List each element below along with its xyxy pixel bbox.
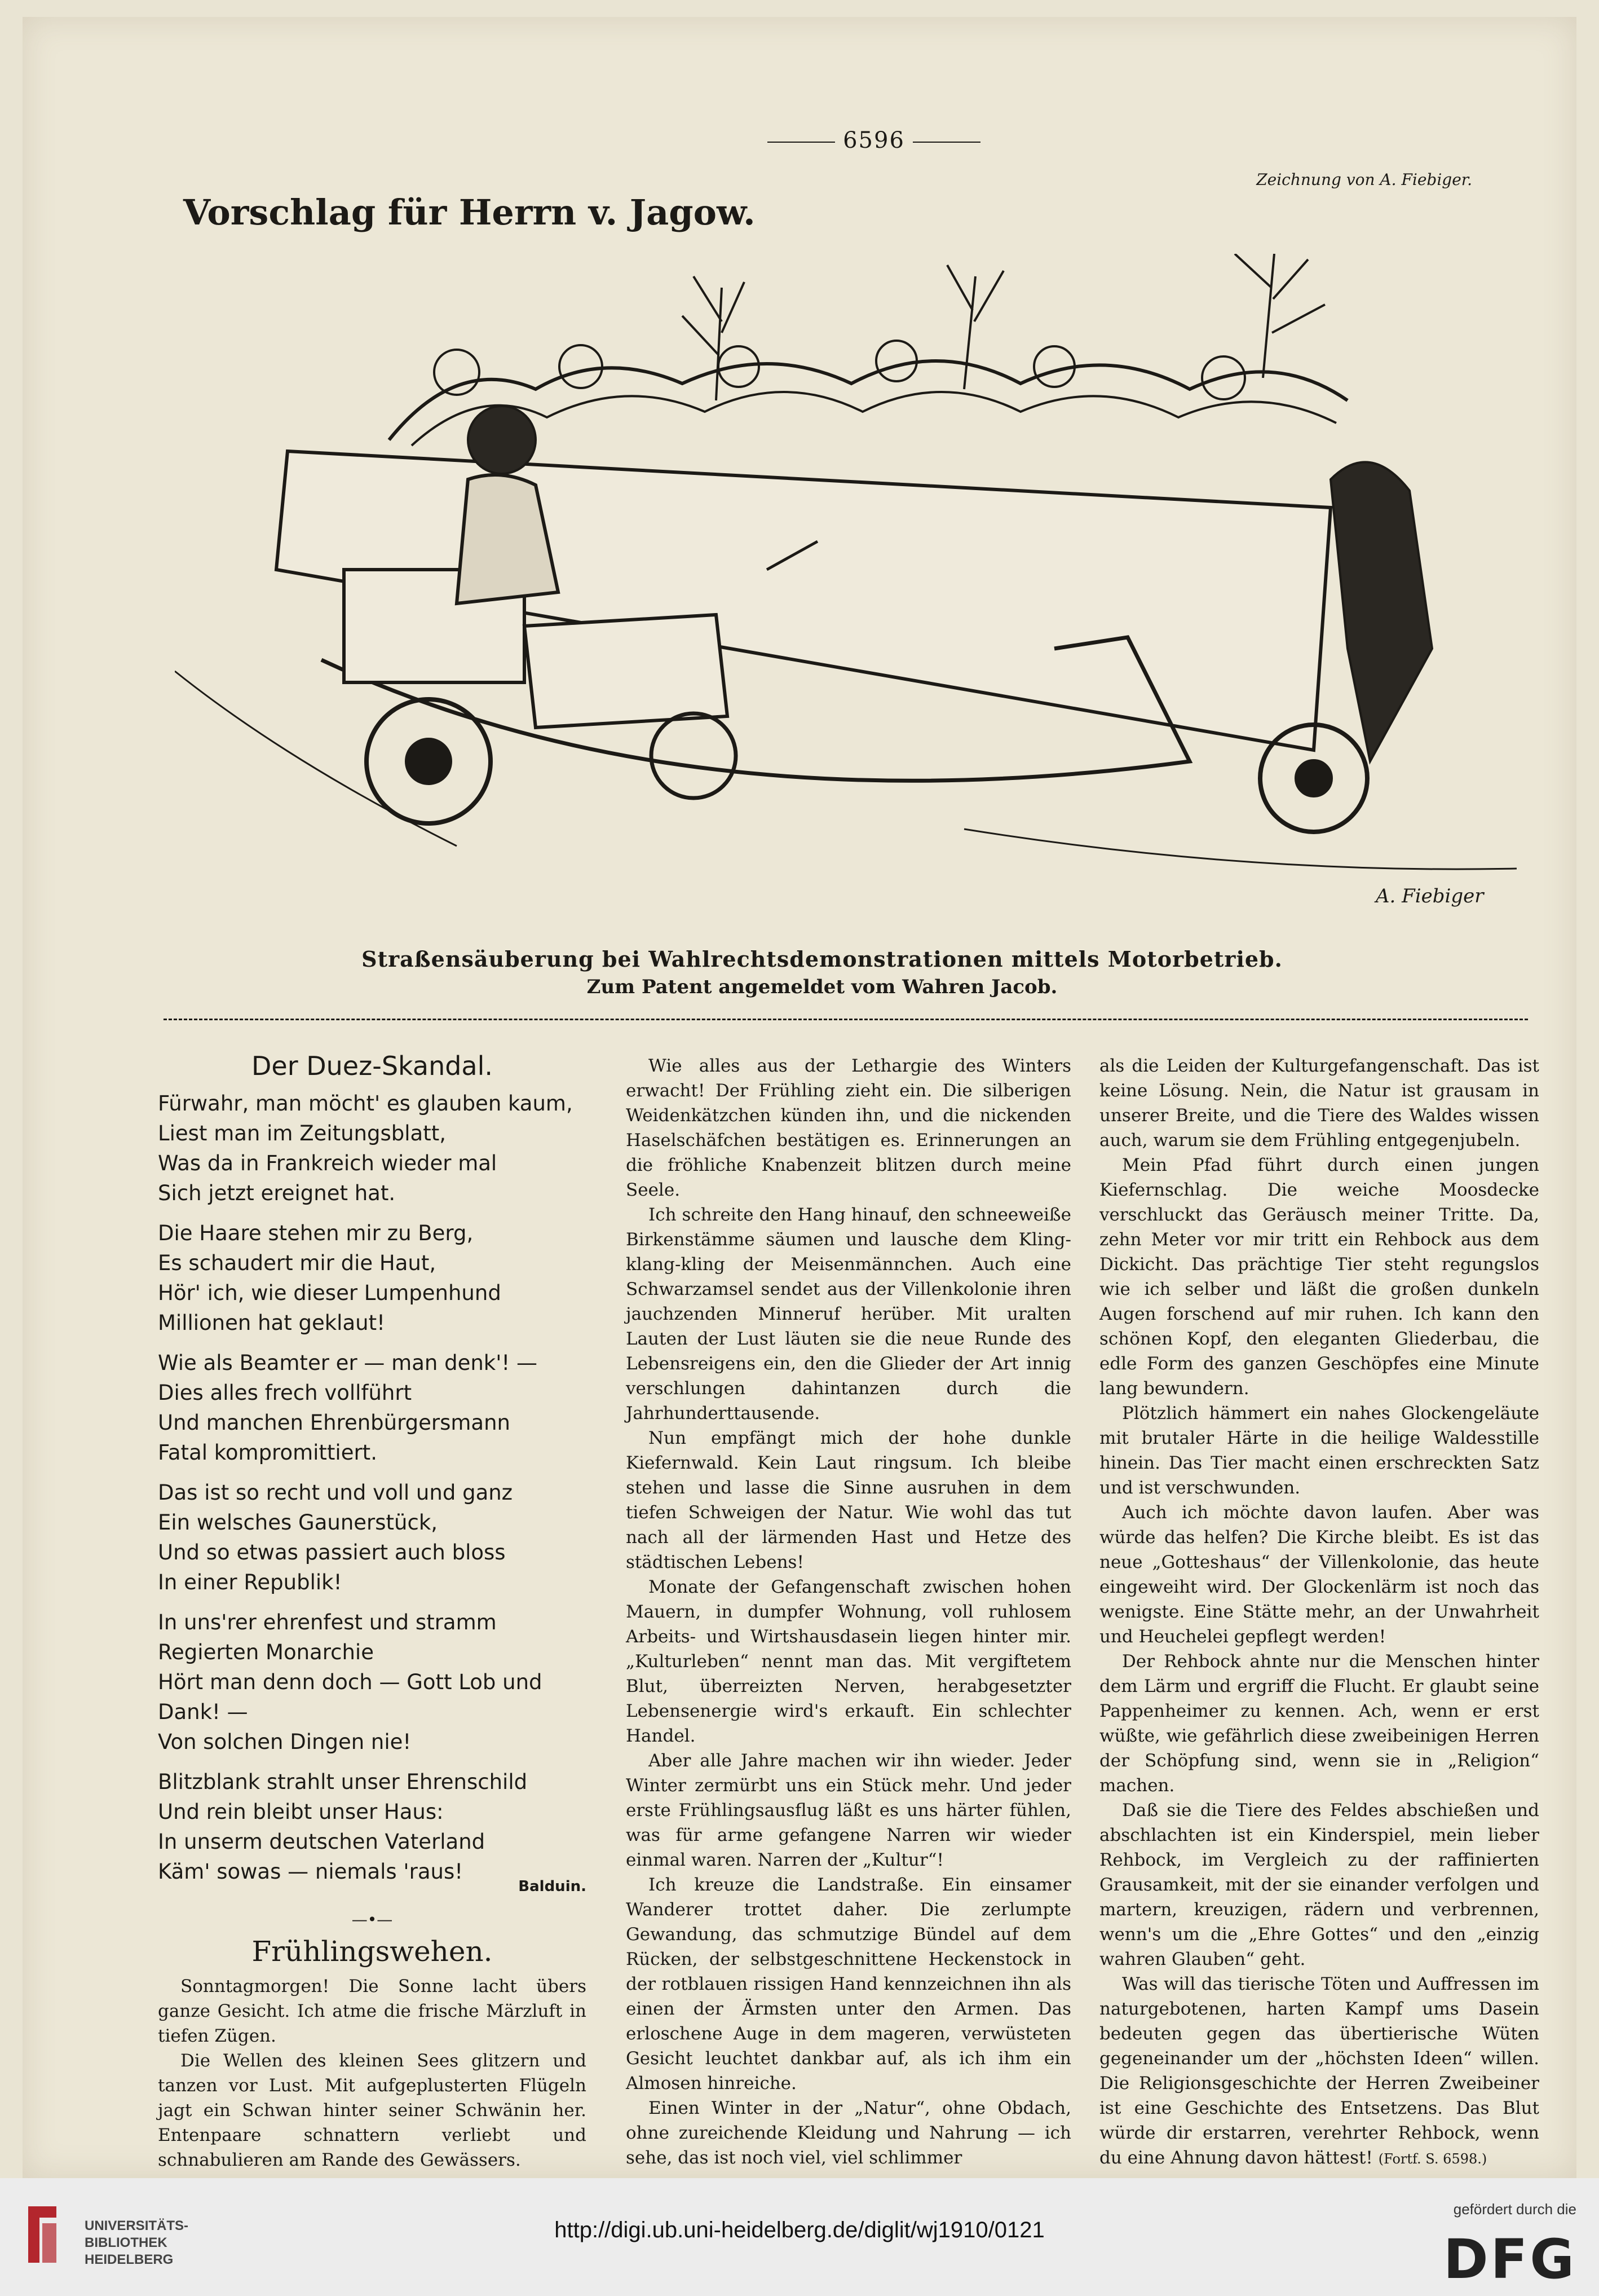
article-paragraph: Was will das tierische Töten und Auffressen im naturgebotenen, harten Kampf ums Dasein bedeuten gegen das übertierische Wüten gegeneinander um der „höchsten Ideen“ willen. Die Religionsgeschichte der Herren Zweibeiner ist eine Geschichte des Entsetzens. Das Blut würde dir erstarren, verehrter Rehbock, wenn du eine Ahnung davon hättest! (Fortf. S. 6598.): [1099, 1974, 1539, 2168]
article-paragraph: Einen Winter in der „Natur“, ohne Obdach, ohne zureichende Kleidung und Nahrung — ich sehe, das ist noch viel, viel schlimmer: [626, 2098, 1071, 2168]
article-paragraph: Wie alles aus der Lethargie des Winters erwacht! Der Frühling zieht ein. Die silberigen Weidenkätzchen künden ihn, und die nickenden Haselschäfchen bestätigen es. Erinnerungen an die fröhliche Knabenzeit blitzen durch meine Seele.: [626, 1056, 1071, 1200]
page-number: 6596: [733, 127, 1015, 153]
dfg-logo: DFG: [1443, 2228, 1576, 2291]
column-2: [626, 1054, 1071, 2170]
column-1: [158, 1051, 586, 2172]
poem-body: [158, 1088, 586, 1902]
article-paragraph: Auch ich möchte davon laufen. Aber was würde das helfen? Die Kirche bleibt. Es ist das neue „Gotteshaus“ der Villenkolonie, das heute eingeweiht wird. Der Glockenlärm ist noch das wenigste. Eine Stätte mehr, an der Unwahrheit und Heuchelei gepflegt werden!: [1099, 1502, 1539, 1647]
illustration-credit: Zeichnung von A. Fiebiger.: [1256, 170, 1472, 189]
article-paragraph: Daß sie die Tiere des Feldes abschießen und abschlachten ist ein Kinderspiel, mein lieber Rehbock, im Vergleich zu der raffinierten Grausamkeit, mit der sie einander verfolgen und martern, kreuzigen, rädern und verbrennen, wenn's um die „Ehre Gottes“ und den „einzig wahren Glauben“ geht.: [1099, 1800, 1539, 1969]
article-paragraph: Mein Pfad führt durch einen jungen Kiefernschlag. Die weiche Moosdecke verschluckt das Geräusch meiner Tritte. Da, zehn Meter vor mir tritt ein Rehbock aus dem Dickicht. Das prächtige Tier steht regungslos wie ich selber und läßt die großen dunkeln Augen forschend auf mir ruhen. Ich kann den schönen Kopf, den eleganten Gliederbau, die edle Form des ganzen Geschöpfes eine Minute lang bewundern.: [1099, 1155, 1539, 1399]
article-paragraph: Monate der Gefangenschaft zwischen hohen Mauern, in dumpfer Wohnung, voll ruhlosem Arbeits- und Wirtshausdasein liegen hinter mir. „Kulturleben“ nennt man das. Mit vergiftetem Blut, überreizten Nerven, herabgesetzter Lebensenergie wird's erkauft. Ein schlechter Handel.: [626, 1577, 1071, 1746]
article-paragraph: Nun empfängt mich der hohe dunkle Kiefernwald. Kein Laut ringsum. Ich bleibe stehen und lasse die Sinne ausruhen in dem tiefen Schweigen der Natur. Wie wohl das tut nach all der lärmenden Hast und Hetze des städtischen Lebens!: [626, 1428, 1071, 1572]
poem-author: Balduin.: [518, 1878, 586, 1895]
poem-stanza: In uns'rer ehrenfest und stramm Regierten Monarchie Hört man denn doch — Gott Lob und Dank! — Von solchen Dingen nie!: [158, 1610, 542, 1754]
article-paragraph: Plötzlich hämmert ein nahes Glockengeläute mit brutaler Härte in die heilige Waldesstille hinein. Das Tier macht einen erschreckten Satz und ist verschwunden.: [1099, 1403, 1539, 1498]
continuation-note: (Fortf. S. 6598.): [1378, 2151, 1487, 2167]
poem-stanza: Das ist so recht und voll und ganz Ein welsches Gaunerstück, Und so etwas passiert auch bloss In einer Republik!: [158, 1480, 513, 1594]
section-divider: [164, 1019, 1528, 1026]
page-title: Vorschlag für Herrn v. Jagow.: [183, 192, 756, 233]
cartoon-caption: Straßensäuberung bei Wahlrechtsdemonstrationen mittels Motorbetrieb.: [361, 946, 1283, 972]
article-paragraph: Sonntagmorgen! Die Sonne lacht übers ganze Gesicht. Ich atme die frische Märzluft in tiefen Zügen.: [158, 1976, 586, 2046]
poem-stanza: Blitzblank strahlt unser Ehrenschild Und rein bleibt unser Haus: In unserm deutschen Vaterland Käm' sowas — niemals 'raus!: [158, 1770, 528, 1884]
article-paragraph: Aber alle Jahre machen wir ihn wieder. Jeder Winter zermürbt uns ein Stück mehr. Und jeder erste Frühlingsausflug läßt es uns härter fühlen, was für arme gefangene Narren wir wieder einmal waren. Narren der „Kultur“!: [626, 1751, 1071, 1870]
article-paragraph: als die Leiden der Kulturgefangenschaft. Das ist keine Lösung. Nein, die Natur ist grausam in unserer Breite, und die Tiere des Waldes wissen auch, warum sie dem Frühling entgegenjubeln.: [1099, 1056, 1539, 1151]
cartoon-subcaption: Zum Patent angemeldet vom Wahren Jacob.: [586, 976, 1058, 998]
article-paragraph: Der Rehbock ahnte nur die Menschen hinter dem Lärm und ergriff die Flucht. Er glaubt seine Pappenheimer zu kennen. Ach, wenn er erst wüßte, wie gefährlich diese zweibeinigen Herren der Schöpfung sind, wenn sie in „Religion“ machen.: [1099, 1651, 1539, 1796]
artist-signature: A. Fiebiger: [1376, 885, 1484, 907]
funding-label: gefördert durch die: [1453, 2201, 1576, 2218]
poem-stanza: Die Haare stehen mir zu Berg, Es schaudert mir die Haut, Hör' ich, wie dieser Lumpenhund Millionen hat geklaut!: [158, 1221, 501, 1335]
cartoon-illustration: [175, 254, 1517, 919]
column-3: [1099, 1054, 1539, 2171]
article-paragraph: Die Wellen des kleinen Sees glitzern und tanzen vor Lust. Mit aufgeplusterten Flügeln jagt ein Schwan hinter seiner Schwänin her. Entenpaare schnattern verliebt und schnabulieren am Rande des Gewässers.: [158, 2051, 586, 2170]
poem-title: Der Duez-Skandal.: [251, 1051, 493, 1081]
ornament-divider: —•—: [351, 1910, 393, 1929]
newspaper-page: [23, 17, 1576, 2178]
source-url-link[interactable]: http://digi.ub.uni-heidelberg.de/diglit/wj1910/0121: [554, 2218, 1045, 2242]
institution-name: UNIVERSITÄTS- BIBLIOTHEK HEIDELBERG: [85, 2218, 189, 2267]
article-paragraph: Ich schreite den Hang hinauf, den schneeweiße Birkenstämme säumen und lausche dem Kling-klang-kling der Meisenmännchen. Auch eine Schwarzamsel sendet aus der Villenkolonie ihren jauchzenden Minneruf herüber. Mit uralten Lauten der Lust läuten sie die neue Runde des Lebensreigens ein, den die Glieder der Art innig verschlungen dahintanzen durch die Jahrhunderttausende.: [626, 1205, 1071, 1424]
footer-bar: [0, 2178, 1599, 2296]
poem-stanza: Fürwahr, man möcht' es glauben kaum, Liest man im Zeitungsblatt, Was da in Frankreich wieder mal Sich jetzt ereignet hat.: [158, 1091, 573, 1205]
article-paragraph: Ich kreuze die Landstraße. Ein einsamer Wanderer trottet daher. Die zerlumpte Gewandung, das schmutzige Bündel auf dem Rücken, der selbstgeschnittene Heckenstock in der rotblauen rissigen Hand kennzeichnen ihn als einen der Ärmsten unter den Armen. Das erloschene Auge in dem mageren, verwüsteten Gesicht leuchtet dankbar auf, als ich ihm ein Almosen hinreiche.: [626, 1875, 1071, 2094]
article-title: Frühlingswehen.: [251, 1935, 493, 1968]
poem-stanza: Wie als Beamter er — man denk'! — Dies alles frech vollführt Und manchen Ehrenbürgersmann Fatal kompromittiert.: [158, 1351, 537, 1465]
